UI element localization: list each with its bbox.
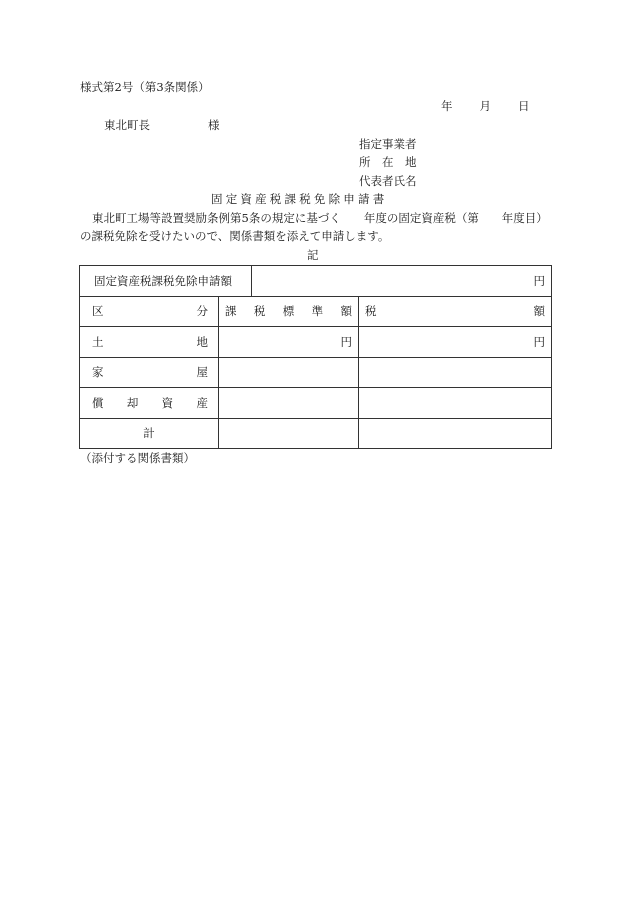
body-text-line1: 東北町工場等設置奨励条例第5条の規定に基づく 年度の固定資産税（第 年度目） [92, 211, 548, 225]
total-tax-base-cell [219, 418, 359, 449]
label-char: 屋 [196, 365, 208, 380]
house-tax-amount-cell [359, 357, 552, 388]
applicant-business-label: 指定事業者 [359, 137, 417, 151]
addressee [104, 120, 220, 132]
table-row [80, 266, 552, 297]
header-char: 課 [225, 304, 237, 319]
row-label-depreciable-assets [80, 388, 219, 419]
label-char: 土 [92, 334, 104, 349]
date-month: 月 [479, 99, 491, 113]
yen-unit: 円 [533, 273, 545, 288]
land-tax-base-cell [219, 327, 359, 358]
label-char: 地 [196, 334, 208, 349]
addressee-name: 東北町長 [104, 118, 150, 132]
category-header [80, 296, 219, 327]
request-amount-cell [252, 266, 552, 297]
date-line [441, 101, 530, 113]
row-label-total [80, 418, 219, 449]
total-tax-amount-cell [359, 418, 552, 449]
table-row [80, 418, 552, 449]
applicant-address-label: 所 在 地 [359, 155, 417, 169]
body-text-line2: の課税免除を受けたいので、関係書類を添えて申請します。 [80, 229, 390, 243]
header-char: 税 [365, 304, 377, 319]
house-tax-base-cell [219, 357, 359, 388]
header-char: 標 [282, 304, 295, 319]
label-char: 家 [92, 365, 104, 380]
assets-tax-base-cell [219, 388, 359, 419]
yen-unit: 円 [533, 334, 545, 349]
label-char: 資 [161, 395, 174, 410]
table-header-row [80, 296, 552, 327]
header-char: 額 [340, 304, 352, 319]
tax-base-header [219, 296, 359, 327]
table-row [80, 327, 552, 358]
header-char: 額 [533, 304, 545, 319]
land-tax-amount-cell [359, 327, 552, 358]
header-char: 区 [92, 304, 104, 319]
tax-amount-header [359, 296, 552, 327]
assets-tax-amount-cell [359, 388, 552, 419]
label-char: 産 [196, 395, 208, 410]
label-char: 却 [126, 395, 139, 410]
document-title: 固定資産税課税免除申請書 [211, 192, 388, 206]
date-year: 年 [441, 99, 453, 113]
yen-unit: 円 [340, 334, 352, 349]
attachments-label: （添付する関係書類） [80, 451, 195, 465]
table-row [80, 388, 552, 419]
form-number: 様式第2号（第3条関係） [80, 80, 210, 94]
honorific: 様 [208, 118, 220, 132]
row-label-land [80, 327, 219, 358]
total-label: 計 [143, 426, 155, 441]
applicant-representative-label: 代表者氏名 [359, 174, 417, 188]
row-label-house [80, 357, 219, 388]
date-day: 日 [518, 99, 530, 113]
request-amount-label: 固定資産税課税免除申請額 [80, 266, 252, 297]
header-char: 準 [311, 304, 324, 319]
ki-marker: 記 [307, 248, 319, 262]
application-table [79, 265, 552, 449]
table-row [80, 357, 552, 388]
label-char: 償 [92, 395, 104, 410]
header-char: 分 [196, 304, 208, 319]
header-char: 税 [253, 304, 266, 319]
